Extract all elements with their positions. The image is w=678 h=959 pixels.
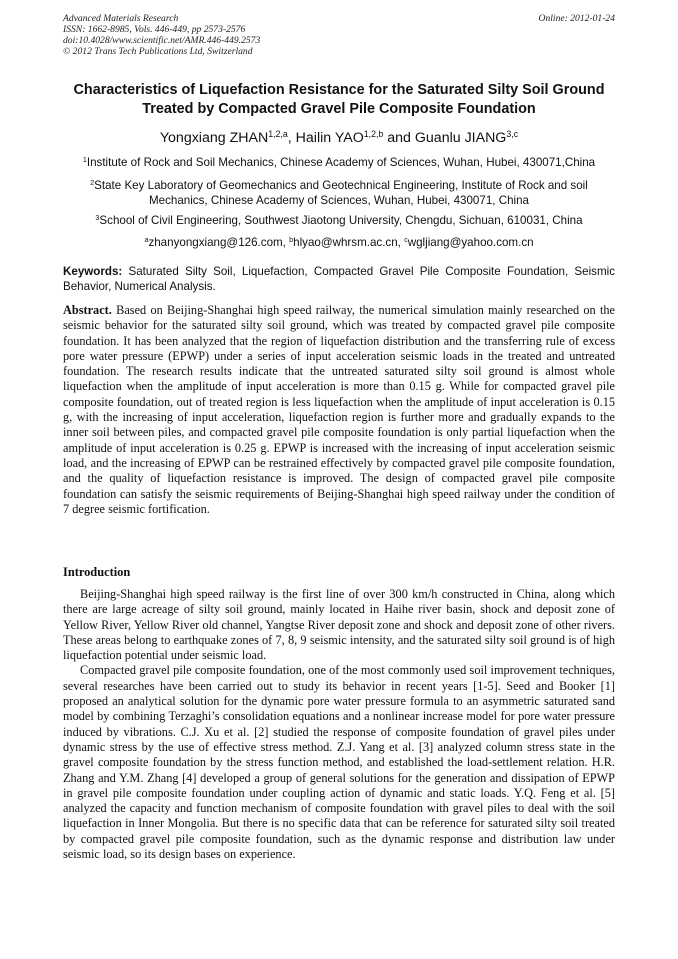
affiliation <box>63 156 615 171</box>
email-address: hlyao@whrsm.ac.cn, <box>293 236 405 249</box>
author-superscript: 1,2,b <box>363 129 384 140</box>
abstract-label: Abstract. <box>63 303 112 317</box>
email-address: zhanyongxiang@126.com, <box>148 236 290 249</box>
journal-header <box>63 14 615 58</box>
affiliation <box>63 179 615 208</box>
keywords-section <box>63 265 615 294</box>
keywords-text: Saturated Silty Soil, Liquefaction, Compacted Gravel Pile Composite Foundation, Seismic Behavior, Numerical Analysis. <box>63 265 615 293</box>
author-list <box>63 129 615 147</box>
email-superscript: b <box>289 235 294 245</box>
issn-line: ISSN: 1662-8985, Vols. 446-449, pp 2573-2576 <box>63 23 246 35</box>
introduction-body <box>63 587 615 862</box>
author-name: Hailin YAO <box>295 130 364 146</box>
author-name: Guanlu JIANG <box>414 130 507 146</box>
author-separator: and <box>383 130 415 146</box>
abstract-section <box>63 303 615 517</box>
email-superscript: a <box>144 235 149 245</box>
abstract-text: Based on Beijing-Shanghai high speed railway, the numerical simulation mainly researched on the seismic behavior for the saturated silty soil ground, which was treated by compacted gravel pile composite foundation. It has been analyzed that the region of liquefaction distribution and the transferring rule of excess pore water pressure (EPWP) under a series of input acceleration seismic loads in the treated and untreated foundation. The research results indicate that the untreated saturated silty soil ground is almost whole liquefaction when the amplitude of input acceleration is more than 0.15 g. While for compacted gravel pile composite foundation, out of treated region is less liquefaction when the amplitude of input acceleration is 0.15 g, with the increasing of input acceleration, liquefaction region is further more and gradually expands to the inner soil between piles, and compacted gravel pile composite foundation is only partial liquefaction when the amplitude of input acceleration is 0.25 g. EPWP is increased with the increasing of input acceleration seismic load, and the increasing of EPWP can be restrained effectively by compacted gravel pile composite foundation, and the quality of liquefaction resistance is improved. The design of compacted gravel pile composite foundation can satisfy the seismic requirements of Beijing-Shanghai high speed railway under the condition of 7 degree seismic fortification. <box>63 303 615 516</box>
section-heading-introduction: Introduction <box>63 565 131 579</box>
keywords-label: Keywords: <box>63 265 123 278</box>
affiliation <box>63 214 615 229</box>
email-address: wgljiang@yahoo.com.cn <box>407 236 534 249</box>
affiliation-superscript: 3 <box>95 213 100 223</box>
affiliation-superscript: 1 <box>82 155 87 165</box>
affiliation-text: Institute of Rock and Soil Mechanics, Chinese Academy of Sciences, Wuhan, Hubei, 430071,China <box>86 156 596 169</box>
paragraph: Compacted gravel pile composite foundation, one of the most commonly used soil improvement techniques, several researches have been carried out to study its behavior in recent years [1-5]. Seed and Booker [1] proposed an analytical solution for the dynamic pore water pressure formula to an asymmetric saturated sand model by combining Terzaghi’s consolidation equations and a nonlinear increase model for pore water pressure induced by vibrations. C.J. Xu et al. [2] studied the response of composite foundation of gravel piles under dynamic stress by the use of effective stress method. Z.J. Yang et al. [3] analyzed column stress state in the gravel composite foundation by the stress function method, and established the load-settlement relation. H.R. Zhang and Y.M. Zhang [4] developed a group of general solutions for the generation and dissipation of EPWP in gravel pile composite foundation under coupling action of dynamic and static loads. Y.Q. Feng et al. [5] analyzed the capacity and function mechanism of composite foundation with gravel piles to deal with the soil liquefaction in Inner Mongolia. But there is no specific data that can be reference for saturated silty soil treated by compacted gravel pile composite foundation, such as the dynamic response and distribution law under seismic load, so its design bases on experience. <box>63 663 615 862</box>
author-separator: , <box>287 130 296 146</box>
copyright-line: © 2012 Trans Tech Publications Ltd, Switzerland <box>63 45 253 57</box>
paper-title: Characteristics of Liquefaction Resistance for the Saturated Silty Soil Ground Treated by Compacted Gravel Pile Composite Foundation <box>73 82 605 117</box>
email-list <box>63 236 615 251</box>
author-name: Yongxiang ZHAN <box>159 130 269 146</box>
affiliation-text: School of Civil Engineering, Southwest Jiaotong University, Chengdu, Sichuan, 610031, China <box>99 214 583 227</box>
online-date: Online: 2012-01-24 <box>538 13 615 24</box>
journal-name: Advanced Materials Research <box>63 13 179 24</box>
affiliation-superscript: 2 <box>90 178 95 188</box>
paragraph: Beijing-Shanghai high speed railway is the first line of over 300 km/h constructed in China, along which there are large acreage of silty soil ground, mainly located in Haihe river basin, shock and deposit zone of Yellow River, Yellow River old channel, Yangtse River deposit zone and shock and deposit zone of other rivers. These areas belong to earthquake zones of 7, 8, 9 seismic intensity, and the saturated silty soil ground is of high liquefaction potential under seismic load. <box>63 587 615 663</box>
author-superscript: 3,c <box>506 129 519 140</box>
email-superscript: c <box>404 235 408 245</box>
affiliation-text: State Key Laboratory of Geomechanics and Geotechnical Engineering, Institute of Rock and soil Mechanics, Chinese Academy of Sciences, Wuhan, Hubei, 430071, China <box>94 179 588 207</box>
author-superscript: 1,2,a <box>268 129 288 140</box>
doi-line: doi:10.4028/www.scientific.net/AMR.446-449.2573 <box>63 34 261 46</box>
